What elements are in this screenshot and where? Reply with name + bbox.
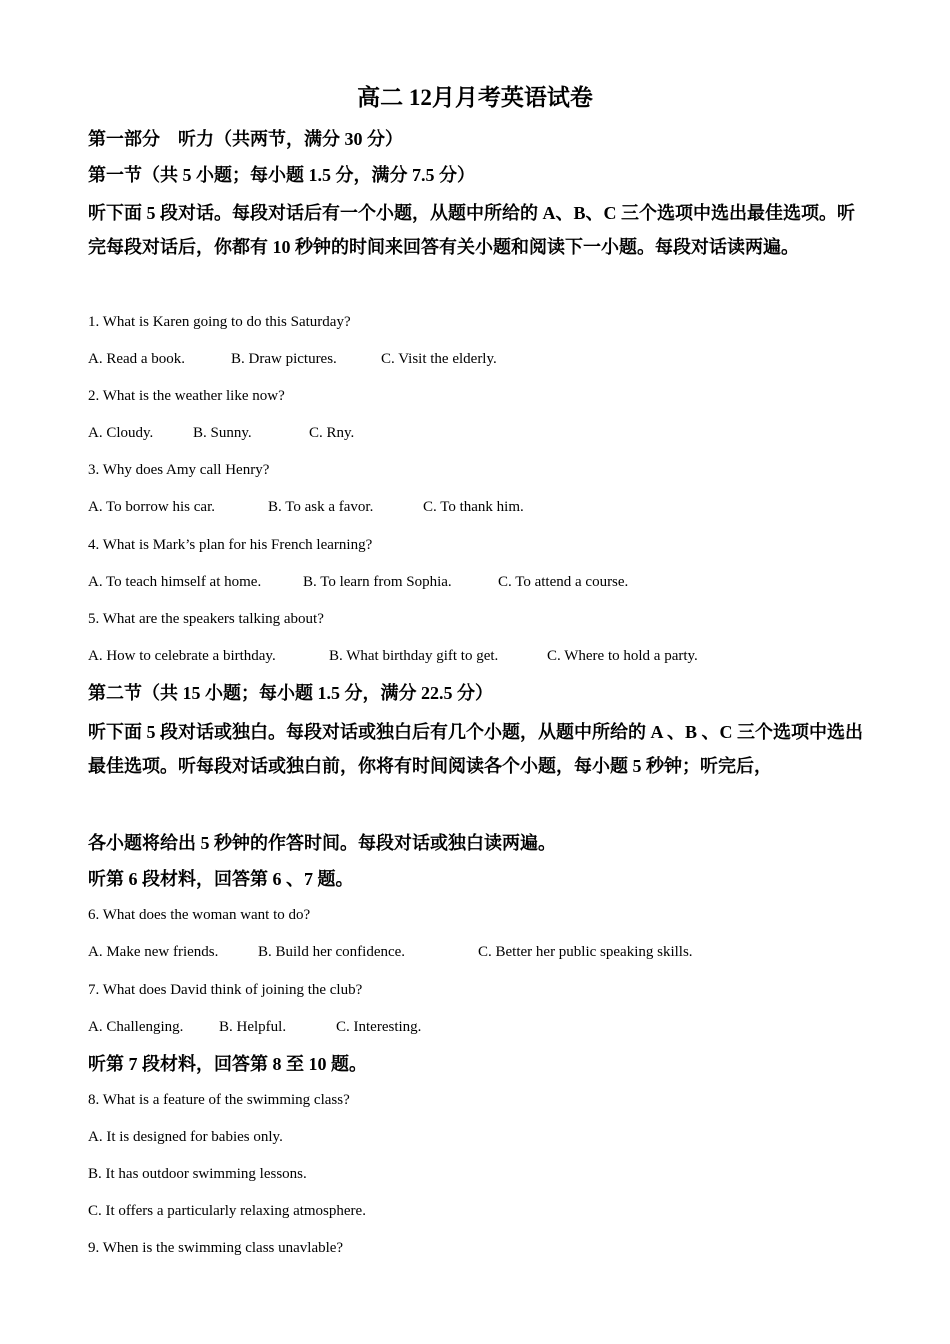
page-title: 高二 12月月考英语试卷 [357, 85, 593, 110]
option-b: B. To ask a favor. [268, 499, 374, 515]
option-a: A. Challenging. [88, 1019, 184, 1035]
question-8: 8. What is a feature of the swimming class? [88, 1092, 350, 1108]
question-8-option-c: C. It offers a particularly relaxing atmosphere. [88, 1203, 366, 1219]
option-a: A. To borrow his car. [88, 499, 215, 515]
question-8-option-b: B. It has outdoor swimming lessons. [88, 1166, 307, 1182]
question-3: 3. Why does Amy call Henry? [88, 462, 270, 478]
question-9: 9. When is the swimming class unavlable? [88, 1240, 344, 1256]
question-4: 4. What is Mark’s plan for his French learning? [88, 537, 373, 553]
option-a: A. To teach himself at home. [88, 574, 262, 590]
option-b: B. Helpful. [219, 1019, 287, 1035]
question-2: 2. What is the weather like now? [88, 388, 285, 404]
question-4-options [88, 571, 628, 593]
material-7-heading: 听第 7 段材料，回答第 8 至 10 题。 [88, 1054, 367, 1074]
option-c: C. Interesting. [336, 1019, 422, 1035]
option-a: A. Read a book. [88, 351, 186, 367]
question-8-option-a: A. It is designed for babies only. [88, 1129, 283, 1145]
section2-instructions-continued: 各小题将给出 5 秒钟的作答时间。每段对话或独白读两遍。 [88, 833, 556, 853]
option-b: B. Sunny. [193, 425, 252, 441]
option-c: C. Where to hold a party. [547, 648, 698, 664]
option-a: A. How to celebrate a birthday. [88, 648, 276, 664]
option-c: C. Visit the elderly. [381, 351, 497, 367]
section2-heading: 第二节（共 15 小题；每小题 1.5 分，满分 22.5 分） [88, 683, 493, 703]
option-a: A. Make new friends. [88, 944, 219, 960]
question-1-options [88, 348, 497, 370]
option-a: A. Cloudy. [88, 425, 154, 441]
section1-instructions: 听下面 5 段对话。每段对话后有一个小题，从题中所给的 A、B、C 三个选项中选出最佳选项。听完每段对话后，你都有 10 秒钟的时间来回答有关小题和阅读下一小题。每段对话读两遍。 [88, 203, 855, 257]
option-b: B. Draw pictures. [231, 351, 337, 367]
question-7-options [88, 1016, 421, 1038]
question-6: 6. What does the woman want to do? [88, 907, 311, 923]
option-b: B. What birthday gift to get. [329, 648, 499, 664]
part-heading: 第一部分 听力（共两节，满分 30 分） [88, 129, 403, 149]
option-b: B. Build her confidence. [258, 944, 406, 960]
section2-instructions: 听下面 5 段对话或独白。每段对话或独白后有几个小题，从题中所给的 A 、B 、C 三个选项中选出最佳选项。听每段对话或独白前，你将有时间阅读各个小题，每小题 5 秒钟；听完后， [88, 722, 864, 776]
option-c: C. Rny. [309, 425, 355, 441]
question-2-options [88, 422, 354, 444]
question-6-options [88, 941, 693, 963]
question-7: 7. What does David think of joining the club? [88, 982, 363, 998]
option-c: C. To thank him. [423, 499, 524, 515]
section1-heading: 第一节（共 5 小题；每小题 1.5 分，满分 7.5 分） [88, 165, 475, 185]
question-3-options [88, 496, 524, 518]
material-6-heading: 听第 6 段材料，回答第 6 、7 题。 [88, 869, 354, 889]
question-5: 5. What are the speakers talking about? [88, 611, 324, 627]
option-c: C. Better her public speaking skills. [478, 944, 693, 960]
option-c: C. To attend a course. [498, 574, 629, 590]
question-1: 1. What is Karen going to do this Saturday? [88, 314, 351, 330]
question-5-options [88, 645, 698, 667]
option-b: B. To learn from Sophia. [303, 574, 452, 590]
